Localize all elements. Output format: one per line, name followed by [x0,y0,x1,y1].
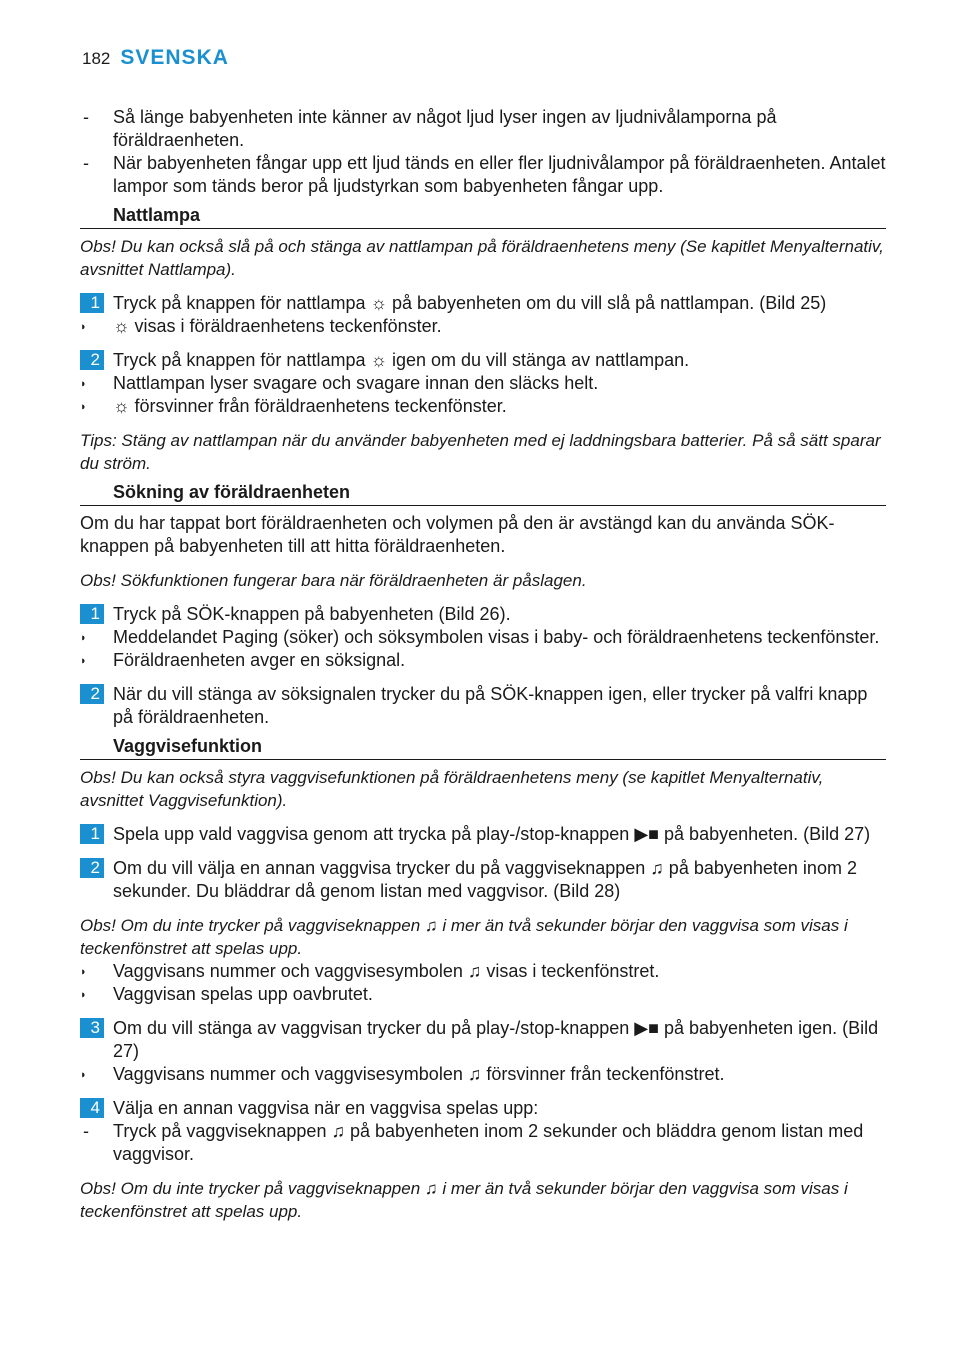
result-item: ◗ Vaggvisans nummer och vaggvisesymbolen ♫ försvinner från teckenfönstret. [80,1063,886,1086]
page-number: 182 [82,49,111,68]
dash-bullet: - [83,1121,89,1141]
step-item: 4 Välja en annan vaggvisa när en vaggvisa spelas upp: [80,1097,886,1120]
step-item: 1 Tryck på knappen för nattlampa ☼ på babyenheten om du vill slå på nattlampan. (Bild 25) [80,292,886,315]
step-item: 2 Tryck på knappen för nattlampa ☼ igen om du vill stänga av nattlampan. [80,349,886,372]
note: Obs! Om du inte trycker på vaggviseknappen ♫ i mer än två sekunder börjar den vaggvisa som visas i teckenfönstret att spelas upp. [80,1179,848,1221]
result-item: ◗ Meddelandet Paging (söker) och söksymbolen visas i baby- och föräldraenhetens teckenfönster. [80,626,886,649]
step-number-badge: 2 [80,350,104,370]
language-title: SVENSKA [120,46,229,69]
dash-item: - Så länge babyenheten inte känner av något ljud lyser ingen av ljudnivålamporna på föräldraenheten. [83,107,777,150]
result-arrow-icon: ◗ [80,989,87,1001]
dash-item: - Tryck på vaggviseknappen ♫ på babyenheten inom 2 sekunder och bläddra genom listan med vaggvisor. [83,1121,864,1164]
step-number-badge: 1 [80,604,104,624]
step-number-badge: 3 [80,1018,104,1038]
step-number-badge: 4 [80,1098,104,1118]
result-arrow-icon: ◗ [80,1069,87,1081]
note: Obs! Om du inte trycker på vaggviseknappen ♫ i mer än två sekunder börjar den vaggvisa som visas i teckenfönstret att spelas upp. [80,916,848,958]
tip: Tips: Stäng av nattlampan när du använder babyenheten med ej laddningsbara batterier. På så sätt sparar du ström. [80,431,881,473]
step-item: 1 Tryck på SÖK-knappen på babyenheten (Bild 26). [80,603,886,626]
step-item: 1 Spela upp vald vaggvisa genom att trycka på play-/stop-knappen ▶■ på babyenheten. (Bild 27) [80,823,886,846]
step-item: 2 Om du vill välja en annan vaggvisa trycker du på vaggviseknappen ♫ på babyenheten inom 2 sekunder. Du bläddrar då genom listan med vaggvisor. (Bild 28) [80,857,886,903]
result-item: ◗ ☼ visas i föräldraenhetens teckenfönster. [80,315,886,338]
result-arrow-icon: ◗ [80,321,87,333]
dash-item: - När babyenheten fångar upp ett ljud tänds en eller fler ljudnivålampor på föräldraenheten. Antalet lampor som tänds beror på ljudstyrkan som babyenheten fångar upp. [83,153,886,196]
result-arrow-icon: ◗ [80,378,87,390]
page-header [82,46,229,70]
result-item: ◗ ☼ försvinner från föräldraenhetens teckenfönster. [80,395,886,418]
note: Obs! Du kan också styra vaggvisefunktionen på föräldraenhetens meny (se kapitlet Menyalternativ, avsnittet Vaggvisefunktion). [80,768,824,810]
note: Obs! Du kan också slå på och stänga av nattlampan på föräldraenhetens meny (Se kapitlet Menyalternativ, avsnittet Nattlampa). [80,237,884,279]
result-arrow-icon: ◗ [80,655,87,667]
result-arrow-icon: ◗ [80,401,87,413]
section-heading-sokning: Sökning av föräldraenheten [80,481,886,506]
section-heading-vaggvise: Vaggvisefunktion [80,735,886,760]
result-arrow-icon: ◗ [80,966,87,978]
document-body [80,106,886,1223]
paragraph: Om du har tappat bort föräldraenheten och volymen på den är avstängd kan du använda SÖK-knappen på babyenheten till att hitta föräldraenheten. [80,513,835,556]
step-item: 2 När du vill stänga av söksignalen trycker du på SÖK-knappen igen, eller trycker på valfri knapp på föräldraenheten. [80,683,886,729]
dash-bullet: - [83,153,89,173]
result-item: ◗ Föräldraenheten avger en söksignal. [80,649,886,672]
step-number-badge: 2 [80,858,104,878]
result-arrow-icon: ◗ [80,632,87,644]
note: Obs! Sökfunktionen fungerar bara när föräldraenheten är påslagen. [80,571,587,590]
section-heading-nattlampa: Nattlampa [80,204,886,229]
dash-bullet: - [83,107,89,127]
result-item: ◗ Vaggvisan spelas upp oavbrutet. [80,983,886,1006]
step-number-badge: 2 [80,684,104,704]
step-item: 3 Om du vill stänga av vaggvisan trycker du på play-/stop-knappen ▶■ på babyenheten igen. (Bild 27) [80,1017,886,1063]
result-item: ◗ Vaggvisans nummer och vaggvisesymbolen ♫ visas i teckenfönstret. [80,960,886,983]
step-number-badge: 1 [80,293,104,313]
step-number-badge: 1 [80,824,104,844]
result-item: ◗ Nattlampan lyser svagare och svagare innan den släcks helt. [80,372,886,395]
